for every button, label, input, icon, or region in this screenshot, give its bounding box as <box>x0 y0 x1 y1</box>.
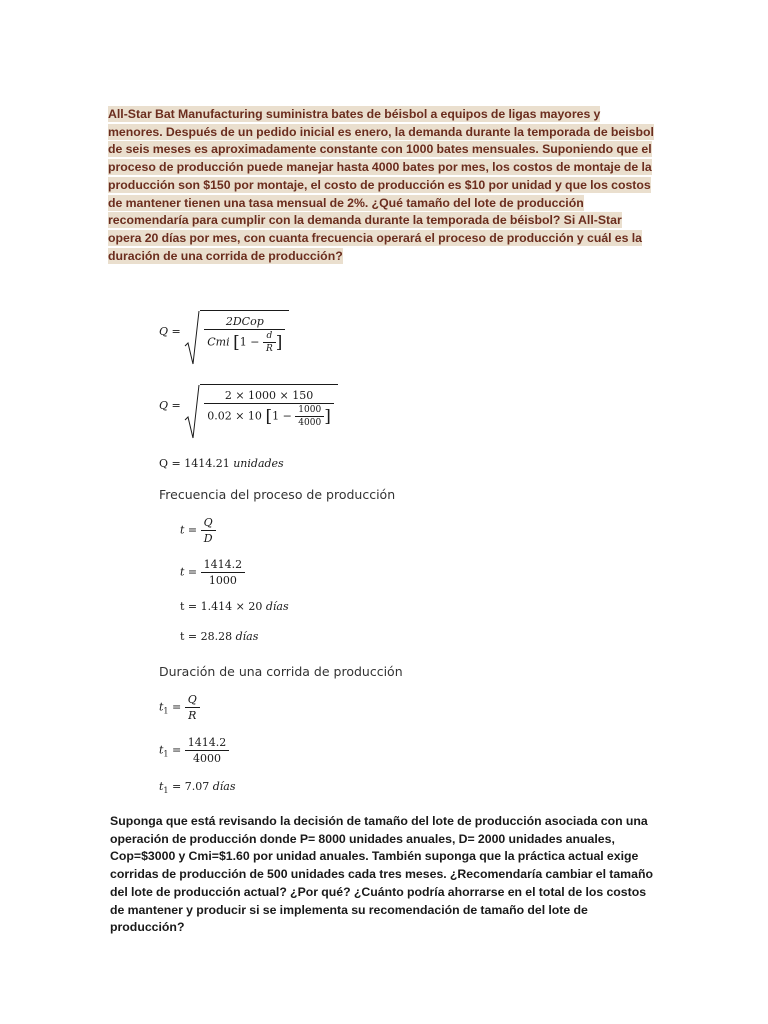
formula-q-values-d: 1000 <box>295 405 324 417</box>
result-q-unit: unidades <box>233 457 284 470</box>
duration-eq-3 <box>159 780 236 795</box>
formula-q-general-numerator: 2DCop <box>204 315 285 330</box>
duration-t: t <box>159 700 164 714</box>
duration-t: t <box>159 780 164 793</box>
formula-q-general-r: R <box>265 344 273 354</box>
frequency-eq-1-den: D <box>203 532 213 545</box>
frequency-eq-4-lhs: t = 28.28 <box>180 630 233 643</box>
frequency-eq-3 <box>180 600 289 613</box>
duration-eq-1 <box>159 693 200 722</box>
duration-eq-1-num: Q <box>185 693 200 708</box>
formula-q-general-den-prefix: Cmi <box>207 335 230 349</box>
problem-1-paragraph <box>108 106 656 265</box>
formula-q-values-den-prefix: 0.02 × 10 <box>207 409 262 423</box>
formula-q-values-lhs: Q = <box>159 399 181 412</box>
duration-eq-2-eq: = <box>172 743 182 757</box>
sqrt-sign-icon <box>184 384 338 428</box>
frequency-eq-1 <box>180 516 216 545</box>
duration-eq-2-den: 4000 <box>192 752 221 765</box>
frequency-eq-2-lhs: t = <box>180 565 198 579</box>
frequency-eq-2-den: 1000 <box>208 574 237 587</box>
problem-1-text: All-Star Bat Manufacturing suministra bates de béisbol a equipos de ligas mayores y menores. Después de un pedido inicial es enero, la demanda durante la temporada de beisbol de seis meses es aproximadamente constante con 1000 bates mensuales. Suponiendo que el proceso de producción puede manejar hasta 4000 bates por mes, los costos de montaje de la producción son $150 por montaje, el costo de producción es $10 por unidad y que los costos de mantener tienen una tasa mensual de 2%. ¿Qué tamaño del lote de producción recomendaría para cumplir con la demanda durante la temporada de béisbol? Si All-Star opera 20 días por mes, con cuanta frecuencia operará el proceso de producción y cuál es la duración de una corrida de producción? <box>108 107 654 263</box>
bracket-open: [ <box>233 332 240 353</box>
duration-eq-1-eq: = <box>172 700 182 714</box>
frequency-eq-3-lhs: t = 1.414 × 20 <box>180 600 263 613</box>
duration-eq-3-unit: días <box>212 780 236 793</box>
frequency-eq-4-unit: días <box>235 630 259 643</box>
frequency-eq-1-lhs: t = <box>180 523 198 537</box>
formula-q-general-d: d <box>263 331 276 343</box>
duration-heading: Duración de una corrida de producción <box>159 664 403 679</box>
bracket-open: [ <box>265 406 273 427</box>
formula-q-values-r: 4000 <box>298 418 322 428</box>
duration-t: t <box>159 743 164 757</box>
problem-2-paragraph: Suponga que está revisando la decisión de tamaño del lote de producción asociada con una operación de producción donde P= 8000 unidades anuales, D= 2000 unidades anuales, Cop=$3000 y Cmi=$1.60 por unidad anuales. También suponga que la práctica actual exige corridas de producción de 500 unidades cada tres meses. ¿Recomendaría cambiar el tamaño del lote de producción actual? ¿Por qué? ¿Cuánto podría ahorrarse en el total de los costos de mantener y producir si se implementa su recomendación de tamaño del lote de producción? <box>110 814 653 935</box>
result-q-value: Q = 1414.21 <box>159 457 230 470</box>
one-minus: 1 − <box>239 335 260 349</box>
frequency-eq-2 <box>180 558 245 587</box>
duration-eq-2-num: 1414.2 <box>185 736 230 751</box>
frequency-eq-4 <box>180 630 258 643</box>
duration-eq-1-den: R <box>188 709 197 722</box>
formula-q-values-numerator: 2 × 1000 × 150 <box>204 389 334 404</box>
sqrt-sign-icon <box>184 310 289 354</box>
frequency-eq-3-unit: días <box>265 600 289 613</box>
one-minus: 1 − <box>272 409 292 423</box>
bracket-close: ] <box>324 406 331 427</box>
bracket-close: ] <box>275 332 283 353</box>
frequency-eq-1-num: Q <box>201 516 216 531</box>
duration-t-sub: 1 <box>163 786 169 795</box>
duration-eq-2 <box>159 736 229 765</box>
formula-q-general-lhs: Q = <box>159 325 181 338</box>
duration-t-sub: 1 <box>163 706 169 716</box>
formula-q-values <box>159 384 338 428</box>
duration-t-sub: 1 <box>163 749 169 759</box>
result-q <box>159 457 284 470</box>
duration-eq-3-eq: = 7.07 <box>172 780 210 793</box>
formula-q-general <box>159 310 289 354</box>
frequency-heading: Frecuencia del proceso de producción <box>159 487 396 502</box>
frequency-eq-2-num: 1414.2 <box>201 558 246 573</box>
